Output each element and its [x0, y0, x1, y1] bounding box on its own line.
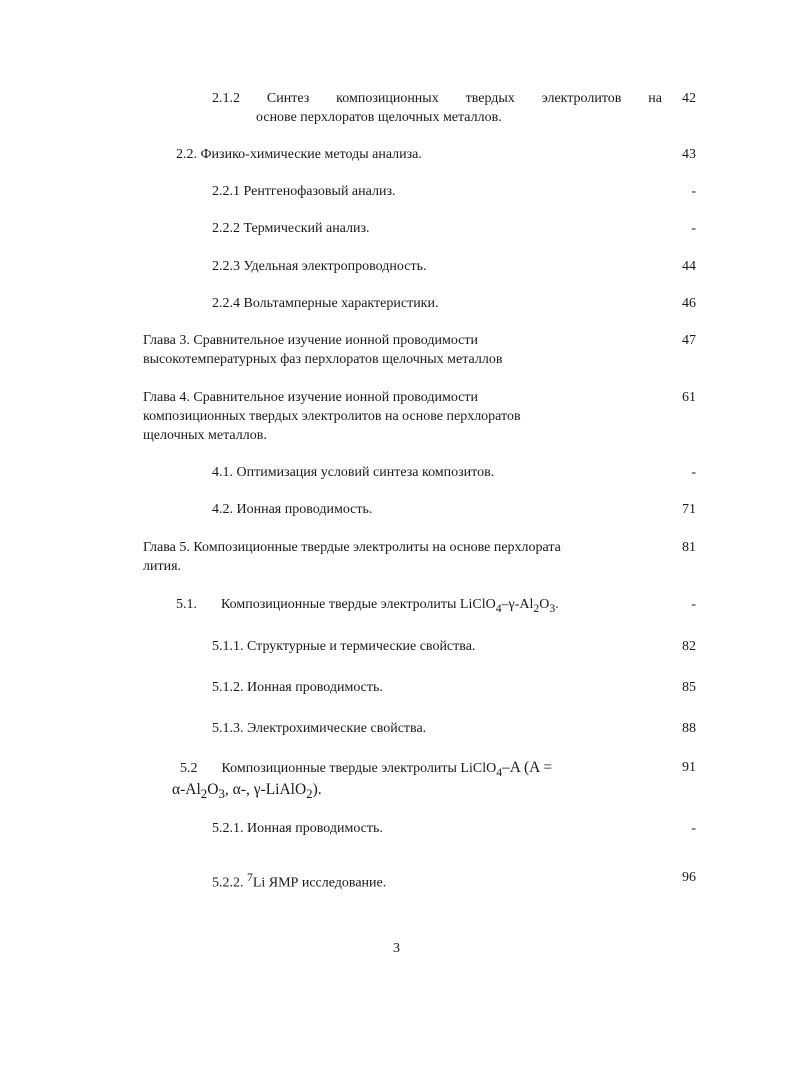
page-number: -: [691, 184, 696, 199]
page-number: 47: [682, 333, 696, 348]
title-text: 5.2.2.: [212, 875, 247, 891]
toc-entry-title: 5.2.1. Ионная проводимость.: [212, 821, 383, 836]
title-text: –A (A =: [502, 759, 553, 776]
title-line: щелочных металлов.: [143, 428, 267, 443]
page-number: -: [691, 465, 696, 480]
title-text: O: [539, 597, 550, 612]
page-number: 88: [682, 721, 696, 736]
title-text: Li ЯМР исследование.: [252, 875, 387, 891]
subscript: 3: [549, 601, 556, 615]
toc-entry-title: 2.2.4 Вольтамперные характеристики.: [212, 296, 439, 311]
page-number: 82: [682, 639, 696, 654]
title-line: композиционных твердых электролитов на основе перхлоратов: [143, 409, 521, 424]
toc-entry-title: 4.2. Ионная проводимость.: [212, 502, 373, 517]
toc-entry-title: 2.2.3 Удельная электропроводность.: [212, 259, 427, 274]
title-line: лития.: [143, 559, 182, 574]
title-line: Синтез композиционных твердых электролитов на: [266, 91, 662, 106]
toc-entry-title: 2.2. Физико-химические методы анализа.: [176, 147, 422, 162]
title-text: Композиционные твердые электролиты LiClO: [221, 597, 496, 612]
subscript: 4: [496, 765, 503, 779]
title-text: Композиционные твердые электролиты LiClO: [221, 761, 497, 776]
page-number: 91: [682, 760, 696, 775]
title-line: [172, 780, 322, 804]
subscript: 3: [218, 786, 225, 802]
page-number: 43: [682, 147, 696, 162]
page-number: 46: [682, 296, 696, 311]
title-text: , α-, γ-LiAlO: [224, 781, 307, 798]
toc-entry-title: 5.1.3. Электрохимические свойства.: [212, 721, 427, 736]
title-line: высокотемпературных фаз перхлоратов щелочных металлов: [143, 352, 503, 367]
title-text: O: [207, 781, 219, 798]
title-text: α-Al: [172, 781, 201, 798]
toc-entry-title: 5.1.1. Структурные и термические свойства.: [212, 639, 476, 654]
toc-entry-title: 5.1.2. Ионная проводимость.: [212, 680, 383, 695]
title-line: основе перхлоратов щелочных металлов.: [256, 110, 502, 125]
page-number: 85: [682, 680, 696, 695]
page-number: 42: [682, 91, 696, 106]
section-number: 5.2: [180, 761, 198, 776]
subscript: 2: [200, 786, 208, 802]
toc-entry-title: 2.2.2 Термический анализ.: [212, 221, 370, 236]
page-number: -: [691, 821, 696, 836]
title-line: Глава 3. Сравнительное изучение ионной проводимости: [143, 333, 479, 348]
title-text: ).: [312, 781, 322, 798]
subscript: 4: [495, 601, 502, 615]
page-number: 96: [682, 870, 696, 885]
page-number: -: [691, 597, 696, 612]
page-number: 61: [682, 390, 696, 405]
page-number: 81: [682, 540, 696, 555]
page-number: 71: [682, 502, 696, 517]
subscript: 2: [306, 786, 313, 802]
subscript: 2: [533, 601, 540, 615]
toc-entry-title: [212, 868, 386, 894]
section-number: 5.1.: [176, 597, 197, 612]
title-line: Глава 4. Сравнительное изучение ионной проводимости: [143, 390, 479, 405]
title-text: .: [555, 597, 559, 612]
toc-entry-title: 2.2.1 Рентгенофазовый анализ.: [212, 184, 396, 199]
toc-entry-title: [176, 595, 559, 619]
toc-entry-title: 4.1. Оптимизация условий синтеза композитов.: [212, 465, 495, 480]
title-line: Глава 5. Композиционные твердые электролиты на основе перхлората: [143, 540, 561, 555]
section-number: 2.1.2: [212, 91, 240, 106]
page-number: -: [691, 221, 696, 236]
page-number: 44: [682, 259, 696, 274]
superscript: 7: [247, 871, 253, 884]
title-text: –γ-Al: [501, 597, 534, 612]
toc-entry-title: [212, 89, 662, 109]
footer-page-number: 3: [393, 941, 400, 956]
